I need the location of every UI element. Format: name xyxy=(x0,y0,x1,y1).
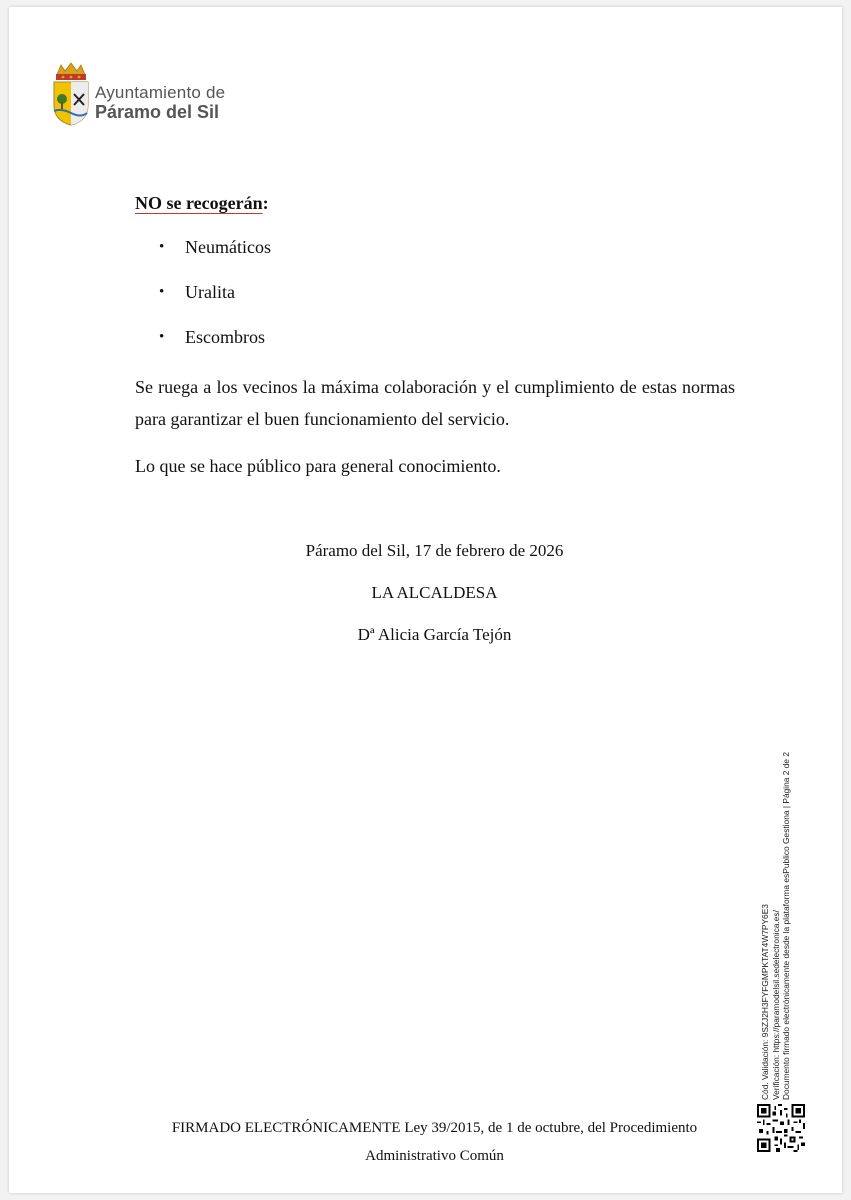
notice-heading xyxy=(135,193,269,214)
signed-note: Documento firmado electrónicamente desde la plataforma esPublico Gestiona | Página 2 de 2 xyxy=(781,751,791,1100)
signer-role: LA ALCALDESA xyxy=(371,583,498,602)
notice-heading-colon: : xyxy=(262,193,269,213)
footer-line2: Administrativo Común xyxy=(365,1148,504,1164)
document-page xyxy=(9,7,842,1193)
place-date: Páramo del Sil, 17 de febrero de 2026 xyxy=(305,541,564,560)
list-item: • Neumáticos xyxy=(159,236,271,281)
notice-heading-text: NO se recogerán xyxy=(135,193,263,213)
list-item: • Uralita xyxy=(159,281,271,326)
footer-line1: FIRMADO ELECTRÓNICAMENTE Ley 39/2015, de 1 de octubre, del Procedimiento xyxy=(171,1120,698,1136)
excluded-items-list xyxy=(159,236,271,371)
org-line1: Ayuntamiento de xyxy=(95,83,226,102)
validation-stamp xyxy=(760,740,792,1100)
org-line2: Páramo del Sil xyxy=(95,102,220,122)
verification-url: Verificación: https://paramodelsil.sedelectronica.es/ xyxy=(770,910,781,1100)
qr-code[interactable] xyxy=(757,1104,805,1152)
list-item: • Escombros xyxy=(159,326,271,371)
validation-code: Cód. Validación: 9SZJ2H3FYFGMPKTAT4W7PY6E3 xyxy=(760,904,770,1100)
coat-of-arms-logo xyxy=(51,61,91,127)
signature-footer xyxy=(9,1114,851,1170)
organization-name xyxy=(95,83,225,123)
signer-name: Dª Alicia García Tejón xyxy=(357,625,512,644)
closing-paragraph: Lo que se hace público para general conocimiento. xyxy=(135,456,501,476)
collaboration-paragraph: Se ruega a los vecinos la máxima colaboración y el cumplimiento de estas normas para garantizar el buen funcionamiento del servicio. xyxy=(135,377,735,429)
